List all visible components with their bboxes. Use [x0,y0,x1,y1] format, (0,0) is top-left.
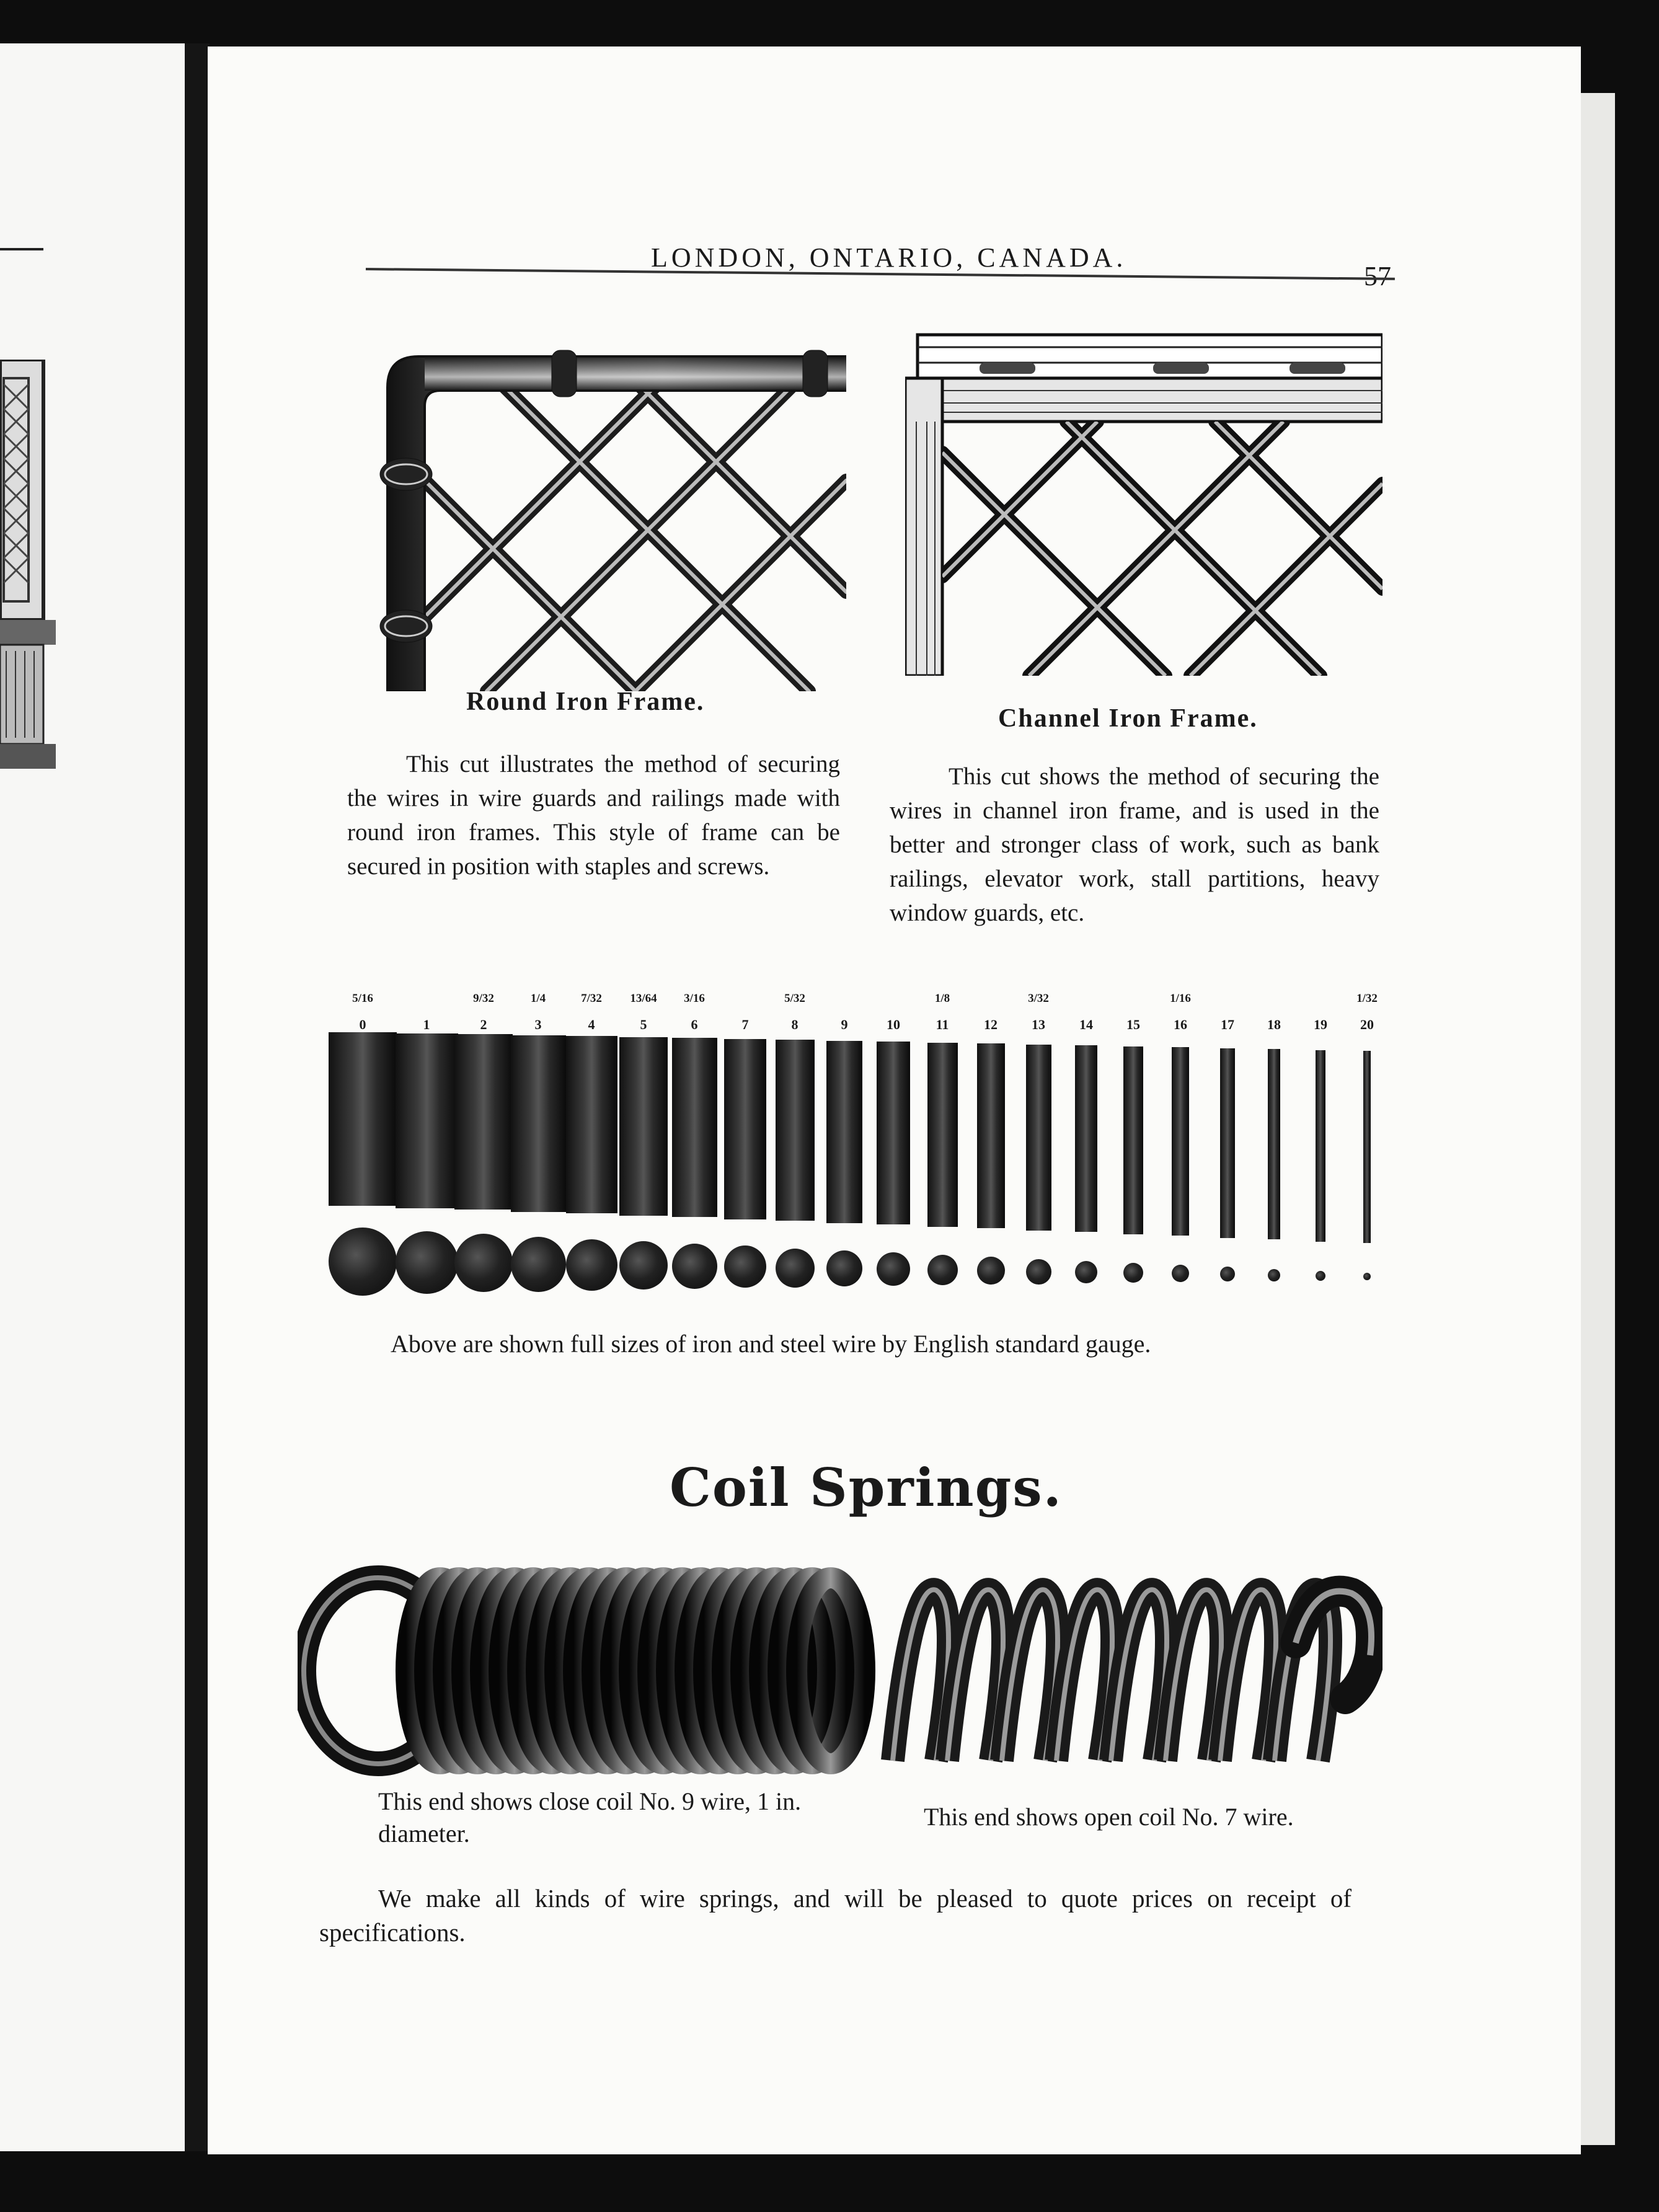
gauge-fraction: 7/32 [581,992,602,1005]
gauge-fraction: 1/16 [1170,992,1191,1005]
wire-gauge-cross-section [1123,1263,1143,1283]
wire-gauge-cross-section [329,1228,397,1296]
gauge-number: 15 [1126,1017,1140,1032]
gauge-number: 17 [1221,1017,1234,1032]
running-header: LONDON, ONTARIO, CANADA. [651,242,1127,273]
coil-spring-illustration [298,1556,1382,1779]
gauge-number: 5 [640,1017,647,1032]
open-coil-caption [924,1801,1364,1833]
springs-note: We make all kinds of wire springs, and will be pleased to quote prices on receipt of specifications. [319,1884,1352,1947]
wire-gauge-bar [454,1034,513,1210]
wire-gauge-cross-section [619,1241,668,1290]
gauge-number: 2 [480,1017,487,1032]
wire-gauge-cross-section [1268,1269,1280,1281]
wire-gauge-cross-section [454,1234,513,1292]
wire-gauge-cross-section [566,1239,617,1291]
wire-gauge-bar [776,1040,815,1221]
wire-gauge-cross-section [1363,1273,1371,1280]
wire-gauge-bar [927,1043,958,1227]
gauge-number: 18 [1267,1017,1281,1032]
wire-gauge-cross-section [826,1250,862,1286]
channel-frame-description: This cut shows the method of securing the wires in channel iron frame, and is used in the better and stronger class of work, such as bank railings, elevator work, stall partitions, heavy window guards, etc. [890,763,1379,926]
gauge-fraction: 3/16 [684,992,705,1005]
wire-gauge-cross-section [927,1255,958,1285]
wire-gauge-cross-section [511,1237,566,1292]
gauge-fraction: 13/64 [630,992,657,1005]
gauge-number: 8 [791,1017,799,1032]
round-frame-caption: Round Iron Frame. [466,688,705,716]
wire-gauge-cross-section [1316,1271,1325,1281]
close-coil-text: This end shows close coil No. 9 wire, 1 in. diameter. [378,1787,802,1847]
gauge-number: 10 [887,1017,900,1032]
wire-gauge-bar [1026,1045,1051,1231]
gauge-fraction: 1/4 [530,992,546,1005]
wire-gauge-bar [1172,1047,1189,1236]
gauge-fraction: 5/16 [352,992,373,1005]
gauge-number: 13 [1032,1017,1045,1032]
wire-gauge-cross-section [1026,1259,1051,1285]
close-coil-caption [378,1785,862,1850]
gauge-number: 6 [691,1017,698,1032]
wire-gauge-bar [877,1042,910,1224]
wire-gauge-bar [619,1037,668,1216]
wire-gauge-cross-section [1172,1265,1189,1282]
gauge-number: 12 [984,1017,998,1032]
gauge-number: 4 [588,1017,595,1032]
gauge-number: 1 [423,1017,430,1032]
gauge-fraction: 3/32 [1028,992,1049,1005]
wire-gauge-cross-section [977,1257,1005,1285]
gauge-fraction: 9/32 [473,992,494,1005]
wire-gauge-cross-section [396,1231,458,1294]
gauge-fraction: 1/32 [1356,992,1378,1005]
wire-gauge-cross-section [1220,1267,1235,1281]
section-title: Coil Springs. [670,1457,1063,1518]
gauge-number: 9 [841,1017,848,1032]
wire-gauge-bar [1123,1046,1143,1234]
gauge-number: 7 [741,1017,749,1032]
wire-gauge-bar [1075,1045,1097,1232]
open-coil-text: This end shows open coil No. 7 wire. [924,1803,1294,1831]
wire-gauge-bar [1268,1049,1280,1239]
wire-gauge-cross-section [1075,1261,1097,1283]
wire-gauge-cross-section [877,1252,910,1286]
gauge-number: 19 [1314,1017,1327,1032]
wire-gauge-bar [672,1038,717,1217]
round-frame-description: This cut illustrates the method of securing the wires in wire guards and railings made with round iron frames. This style of frame can be secured in position with staples and screws. [347,751,840,880]
wire-gauge-cross-section [724,1245,766,1288]
gauge-caption: Above are shown full sizes of iron and steel wire by English standard gauge. [391,1330,1151,1358]
gauge-number: 3 [534,1017,542,1032]
gauge-number: 14 [1079,1017,1093,1032]
gauge-number: 11 [936,1017,949,1032]
gauge-number: 16 [1174,1017,1187,1032]
wire-gauge-bar [566,1036,617,1213]
wire-gauge-bar [329,1032,397,1206]
page-number: 57 [1364,261,1391,291]
wire-gauge-bar [1316,1050,1325,1242]
gauge-number: 20 [1360,1017,1374,1032]
wire-gauge-bar [977,1043,1005,1228]
wire-gauge-bar [826,1041,862,1223]
wire-gauge-cross-section [672,1244,717,1289]
wire-gauge-bar [724,1039,766,1219]
gauge-fraction: 1/8 [934,992,950,1005]
wire-gauge-bar [396,1033,458,1208]
wire-gauge-cross-section [776,1249,815,1288]
wire-gauge-bar [1363,1051,1371,1243]
wire-gauge-bar [511,1035,566,1212]
channel-frame-caption: Channel Iron Frame. [998,704,1258,733]
gauge-number: 0 [359,1017,366,1032]
gauge-fraction: 5/32 [784,992,805,1005]
wire-gauge-bar [1220,1048,1235,1238]
